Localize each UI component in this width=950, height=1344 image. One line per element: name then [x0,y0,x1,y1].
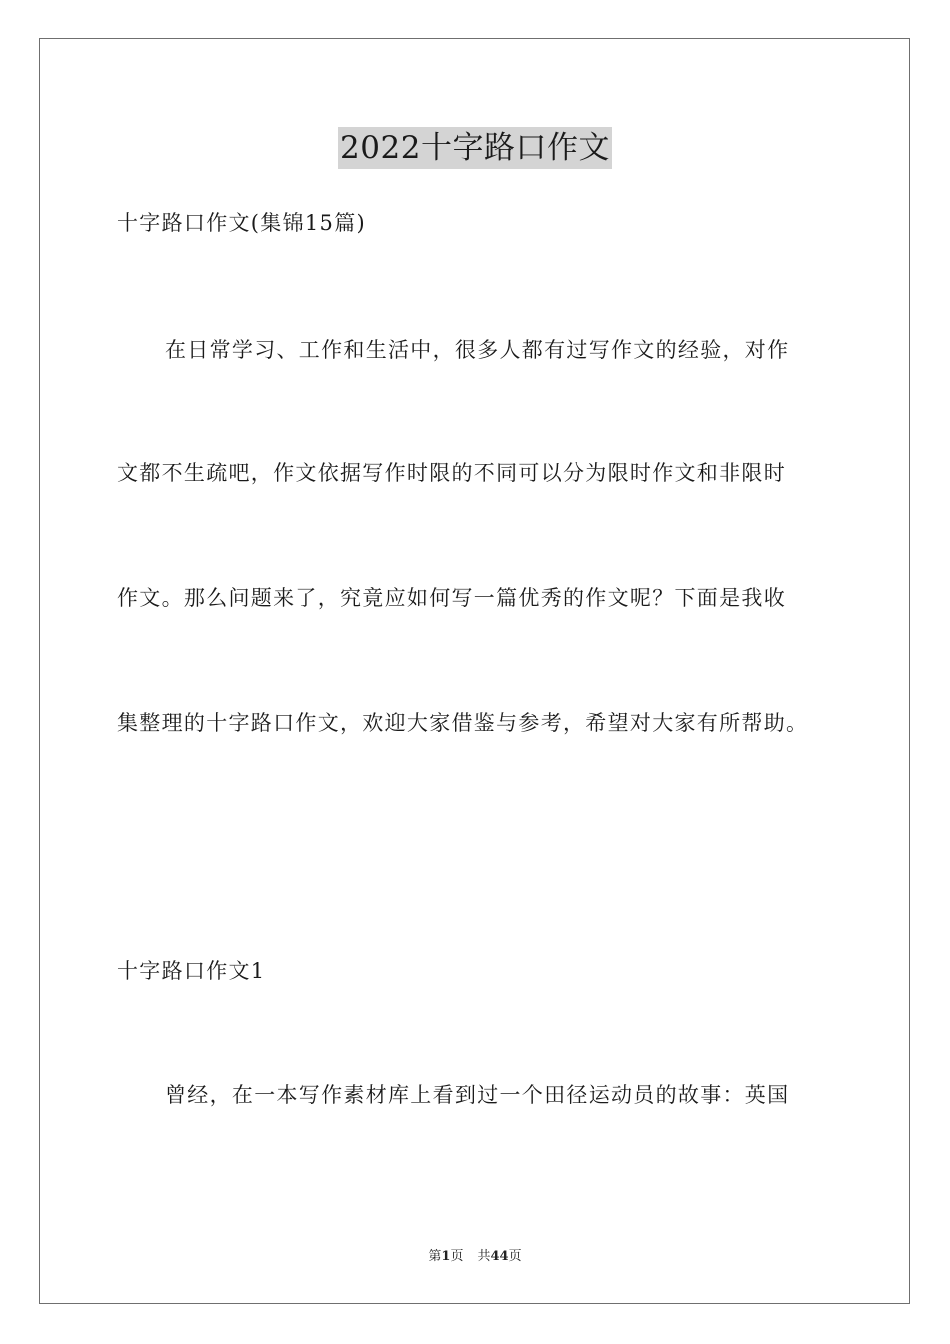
intro-line-1: 在日常学习、工作和生活中，很多人都有过写作文的经验，对作 [165,338,790,362]
page-total: 44 [490,1249,509,1264]
page-current: 1 [441,1249,451,1264]
section-line-1: 曾经，在一本写作素材库上看到过一个田径运动员的故事：英国 [165,1083,790,1107]
page-prefix: 第 [428,1249,442,1264]
intro-line-2: 文都不生疏吧，作文依据写作时限的不同可以分为限时作文和非限时 [117,461,786,485]
intro-line-4: 集整理的十字路口作文，欢迎大家借鉴与参考，希望对大家有所帮助。 [117,711,809,735]
page-footer [0,1248,950,1266]
page-suffix: 页 [450,1249,464,1264]
document-title-text: 2022十字路口作文 [338,127,612,169]
document-subtitle: 十字路口作文(集锦15篇) [117,211,367,235]
intro-line-3: 作文。那么问题来了，究竟应如何写一篇优秀的作文呢？下面是我收 [117,586,786,610]
total-suffix: 页 [508,1249,522,1264]
section-heading: 十字路口作文1 [117,959,266,983]
document-title [0,127,950,169]
total-prefix: 共 [477,1249,491,1264]
